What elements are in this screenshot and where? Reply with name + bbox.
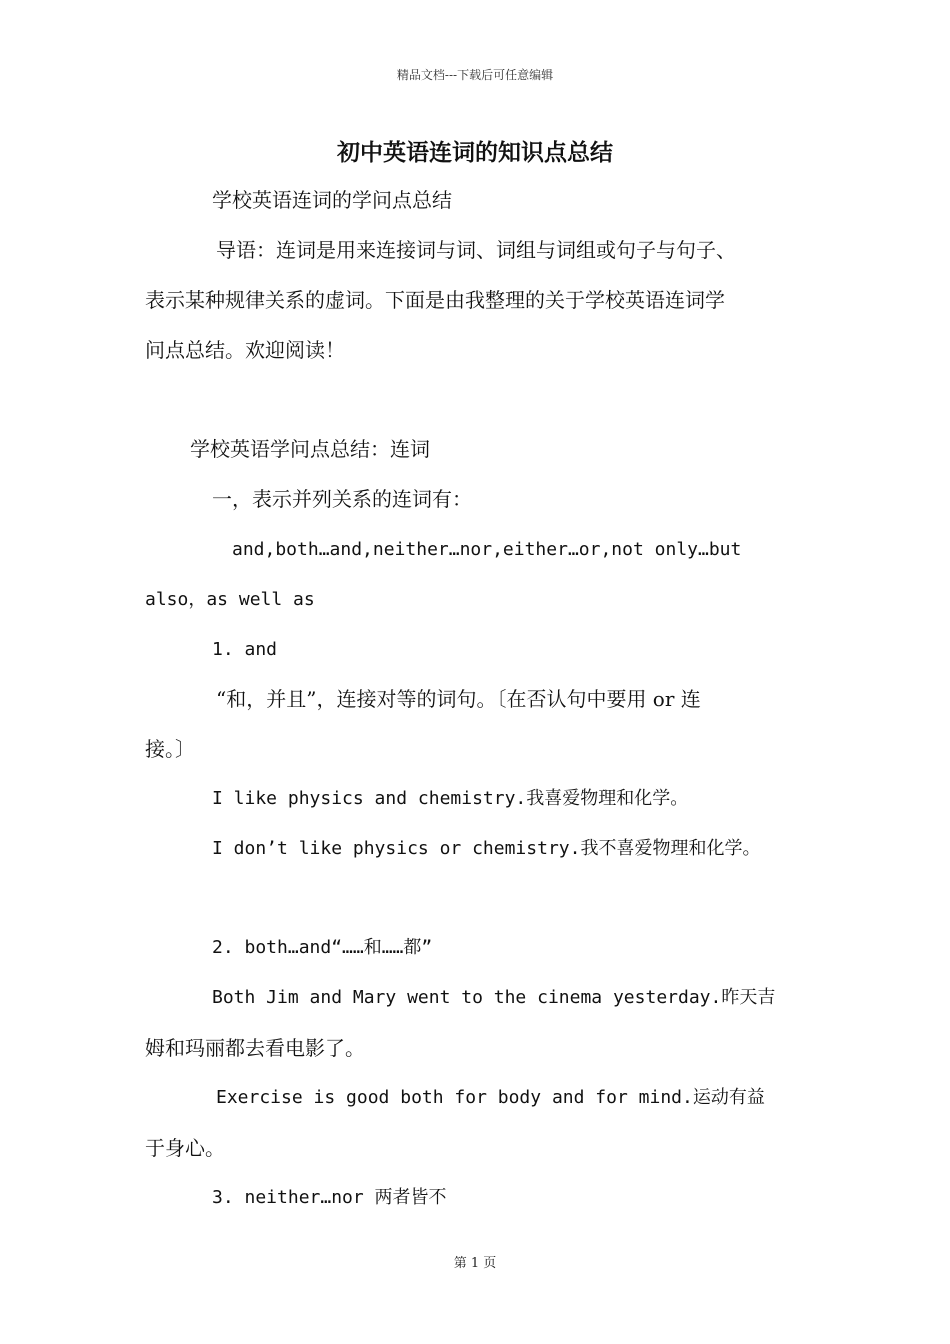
example-sentence: Both Jim and Mary went to the cinema yesterday.昨天吉 — [212, 987, 776, 1008]
intro-line: 表示某种规律关系的虚词。下面是由我整理的关于学校英语连词学 — [145, 288, 725, 312]
item-title: 3. neither…nor 两者皆不 — [212, 1187, 447, 1208]
conjunction-list-line: and,both…and,neither…nor,either…or,not only…but — [232, 539, 742, 560]
example-sentence: 姆和玛丽都去看电影了。 — [145, 1036, 365, 1060]
item-description: 接。〕 — [145, 737, 195, 761]
item-title: 2. both…and“……和……都” — [212, 937, 433, 958]
example-sentence: I don’t like physics or chemistry.我不喜爱物理和化学。 — [212, 838, 761, 859]
section-heading: 学校英语学问点总结：连词 — [190, 437, 430, 461]
document-title: 初中英语连词的知识点总结 — [337, 139, 613, 166]
page-number: 第 1 页 — [453, 1256, 497, 1271]
example-sentence: Exercise is good both for body and for mind.运动有益 — [216, 1087, 765, 1108]
page-header: 精品文档---下载后可任意编辑 — [396, 68, 554, 82]
item-title: 1. and — [212, 639, 278, 660]
example-sentence: I like physics and chemistry.我喜爱物理和化学。 — [212, 788, 689, 809]
item-description: “和，并且”，连接对等的词句。〔在否认句中要用 or 连 — [216, 687, 701, 711]
part-one-heading: 一，表示并列关系的连词有： — [212, 487, 472, 511]
subtitle: 学校英语连词的学问点总结 — [212, 188, 452, 212]
intro-line: 问点总结。欢迎阅读！ — [145, 338, 345, 362]
intro-line: 导语：连词是用来连接词与词、词组与词组或句子与句子、 — [216, 238, 736, 262]
conjunction-list-line: also，as well as — [145, 589, 315, 610]
example-sentence: 于身心。 — [145, 1136, 225, 1160]
